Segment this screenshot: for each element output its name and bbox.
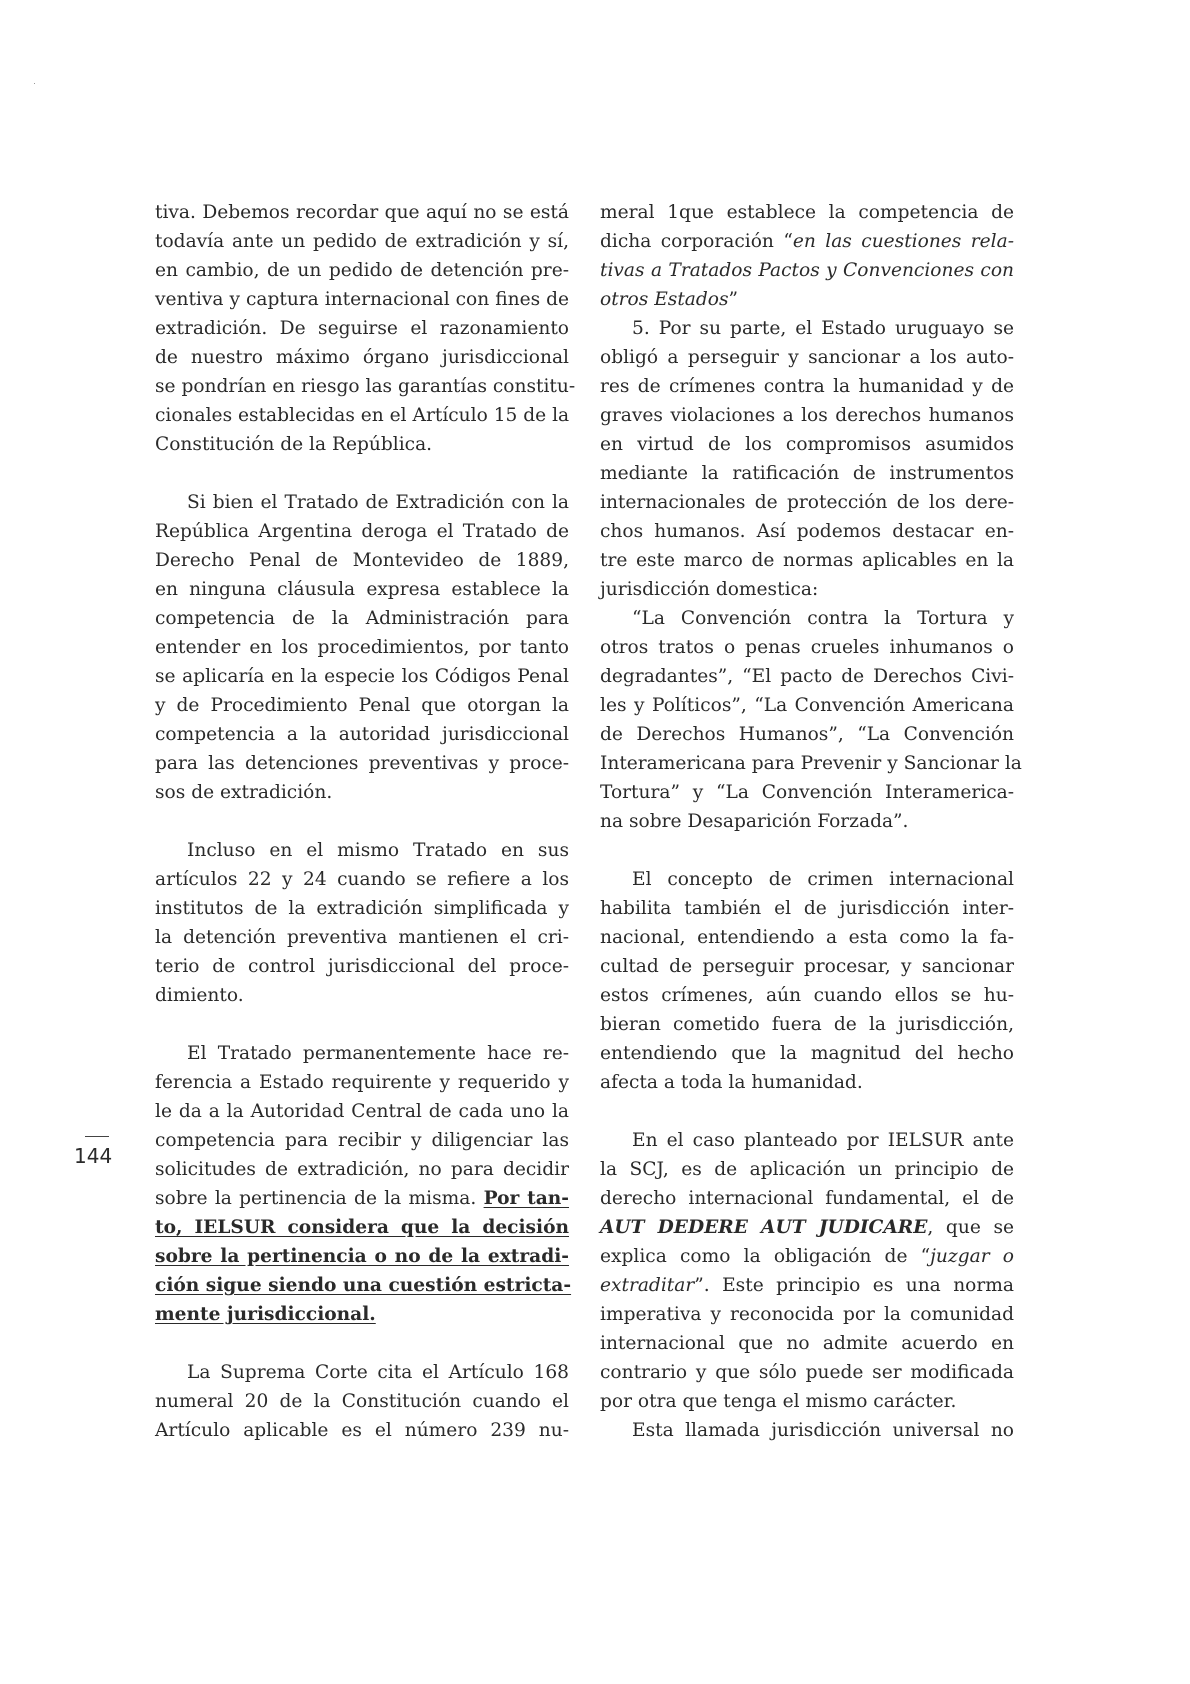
text-run: , que se — [927, 1217, 1014, 1238]
quoted-line: tivas a Tratados Pactos y Convenciones con — [600, 260, 1014, 281]
text-line: meral 1que establece la competencia de — [600, 202, 1014, 223]
text-line: jurisdicción domestica: — [600, 579, 819, 600]
text-line: Derecho Penal de Montevideo de 1889, — [155, 550, 569, 571]
text-line: cionales establecidas en el Artículo 15 de la — [155, 405, 570, 426]
paragraph — [600, 1416, 1014, 1445]
text-line: sos de extradición. — [155, 782, 333, 803]
text-line: República Argentina deroga el Tratado de — [155, 521, 569, 542]
text-line: y de Procedimiento Penal que otorgan la — [155, 695, 569, 716]
paragraph — [600, 865, 1014, 1097]
page-number: 144 — [74, 1144, 113, 1168]
text-line: Esta llamada jurisdicción universal no — [632, 1420, 1014, 1441]
text-line: artículos 22 y 24 cuando se refiere a los — [155, 869, 569, 890]
text-run: dicha corporación “ — [600, 231, 793, 252]
quoted-text: en las cuestiones rela- — [792, 231, 1015, 252]
text-line — [600, 285, 1014, 314]
text-line: terio de control jurisdiccional del proce- — [155, 956, 569, 977]
text-line — [600, 227, 1014, 256]
text-line: la detención preventiva mantienen el cri- — [155, 927, 569, 948]
text-run: ” — [728, 289, 739, 310]
paragraph — [155, 198, 576, 459]
text-line: en virtud de los compromisos asumidos — [600, 434, 1014, 455]
text-line: tre este marco de normas aplicables en la — [600, 550, 1014, 571]
text-line: Artículo aplicable es el número 239 nu- — [155, 1420, 569, 1441]
text-line: entender en los procedimientos, por tanto — [155, 637, 569, 658]
paragraph — [600, 604, 1022, 836]
text-run: sobre la pertinencia de la misma. — [155, 1188, 484, 1209]
scan-speck — [34, 83, 35, 84]
text-line: ventiva y captura internacional con fines de — [155, 289, 569, 310]
text-line: El Tratado permanentemente hace re- — [187, 1043, 569, 1064]
text-line: solicitudes de extradición, no para decidir — [155, 1159, 569, 1180]
text-line: 5. Por su parte, el Estado uruguayo se — [632, 318, 1014, 339]
paragraph — [155, 1039, 572, 1329]
folio-rule — [85, 1136, 109, 1137]
text-line: res de crímenes contra la humanidad y de — [600, 376, 1014, 397]
text-line: Constitución de la República. — [155, 434, 433, 455]
latin-maxim: AUT DEDERE AUT JUDICARE — [600, 1217, 928, 1238]
text-line: Interamericana para Prevenir y Sancionar la — [600, 753, 1022, 774]
text-line — [600, 1213, 1014, 1242]
emphasis-line — [155, 1300, 569, 1329]
text-line: graves violaciones a los derechos humanos — [600, 405, 1014, 426]
text-line: estos crímenes, aún cuando ellos se hu- — [600, 985, 1014, 1006]
text-line: contrario y que sólo puede ser modificada — [600, 1362, 1014, 1383]
text-line: habilita también el de jurisdicción inter- — [600, 898, 1014, 919]
text-line — [155, 1184, 569, 1213]
emphasis-line: to, IELSUR considera que la decisión — [155, 1217, 569, 1238]
text-line: ferencia a Estado requirente y requerido y — [155, 1072, 569, 1093]
text-line: cultad de perseguir procesar, y sancionar — [600, 956, 1014, 977]
quoted-text: otros Estados — [600, 289, 729, 310]
emphasis-line: sobre la pertinencia o no de la extradi- — [155, 1246, 569, 1267]
text-line: todavía ante un pedido de extradición y sí, — [155, 231, 569, 252]
paragraph — [155, 488, 569, 807]
text-line: de nuestro máximo órgano jurisdiccional — [155, 347, 569, 368]
text-line: competencia a la autoridad jurisdiccional — [155, 724, 569, 745]
quoted-text: extraditar — [600, 1275, 695, 1296]
text-line: internacional que no admite acuerdo en — [600, 1333, 1014, 1354]
text-line: “La Convención contra la Tortura y — [632, 608, 1014, 629]
emphasis-text: mente jurisdiccional. — [155, 1304, 376, 1325]
text-line: degradantes”, “El pacto de Derechos Civi- — [600, 666, 1014, 687]
text-line: numeral 20 de la Constitución cuando el — [155, 1391, 569, 1412]
text-line: na sobre Desaparición Forzada”. — [600, 811, 909, 832]
emphasis-line: ción sigue siendo una cuestión estricta- — [155, 1275, 572, 1296]
text-line: se pondrían en riesgo las garantías constitu- — [155, 376, 576, 397]
paragraph — [155, 836, 569, 1010]
right-column — [600, 198, 1022, 1445]
text-line: afecta a toda la humanidad. — [600, 1072, 863, 1093]
text-line: en ninguna cláusula expresa establece la — [155, 579, 569, 600]
text-line: Tortura” y “La Convención Interamerica- — [600, 782, 1014, 803]
text-line: otros tratos o penas crueles inhumanos o — [600, 637, 1014, 658]
text-line: por otra que tenga el mismo carácter. — [600, 1391, 957, 1412]
text-line: bieran cometido fuera de la jurisdicción, — [600, 1014, 1014, 1035]
text-line: imperativa y reconocida por la comunidad — [600, 1304, 1014, 1325]
text-line — [600, 1242, 1014, 1271]
paragraph — [155, 1358, 569, 1445]
text-line: para las detenciones preventivas y proce- — [155, 753, 569, 774]
text-line: mediante la ratificación de instrumentos — [600, 463, 1014, 484]
paragraph — [600, 198, 1014, 314]
text-line: la SCJ, es de aplicación un principio de — [600, 1159, 1014, 1180]
left-column — [155, 198, 576, 1445]
text-run: ”. Este principio es una norma — [694, 1275, 1014, 1296]
text-line: se aplicaría en la especie los Códigos Penal — [155, 666, 569, 687]
text-line: dimiento. — [155, 985, 244, 1006]
text-line: les y Políticos”, “La Convención Americana — [600, 695, 1014, 716]
text-run: explica como la obligación de “ — [600, 1246, 931, 1267]
text-line: competencia para recibir y diligenciar las — [155, 1130, 569, 1151]
text-line: entendiendo que la magnitud del hecho — [600, 1043, 1014, 1064]
text-line: En el caso planteado por IELSUR ante — [632, 1130, 1014, 1151]
quoted-text: juzgar o — [930, 1246, 1014, 1267]
text-line: Incluso en el mismo Tratado en sus — [187, 840, 569, 861]
text-line: competencia de la Administración para — [155, 608, 569, 629]
text-line: de Derechos Humanos”, “La Convención — [600, 724, 1014, 745]
paragraph — [600, 314, 1014, 604]
text-line: extradición. De seguirse el razonamiento — [155, 318, 569, 339]
text-line: Si bien el Tratado de Extradición con la — [187, 492, 569, 513]
text-line: tiva. Debemos recordar que aquí no se está — [155, 202, 569, 223]
paragraph — [600, 1126, 1014, 1416]
text-line: La Suprema Corte cita el Artículo 168 — [187, 1362, 569, 1383]
text-line: en cambio, de un pedido de detención pre- — [155, 260, 569, 281]
emphasis-text: Por tan- — [483, 1188, 569, 1209]
text-line: obligó a perseguir y sancionar a los auto- — [600, 347, 1014, 368]
text-line: derecho internacional fundamental, el de — [600, 1188, 1014, 1209]
text-line: institutos de la extradición simplificada y — [155, 898, 569, 919]
text-line: nacional, entendiendo a esta como la fa- — [600, 927, 1014, 948]
text-line: El concepto de crimen internacional — [632, 869, 1014, 890]
text-line: internacionales de protección de los dere- — [600, 492, 1014, 513]
text-line: chos humanos. Así podemos destacar en- — [600, 521, 1014, 542]
text-line — [600, 1271, 1014, 1300]
text-line: le da a la Autoridad Central de cada uno la — [155, 1101, 569, 1122]
